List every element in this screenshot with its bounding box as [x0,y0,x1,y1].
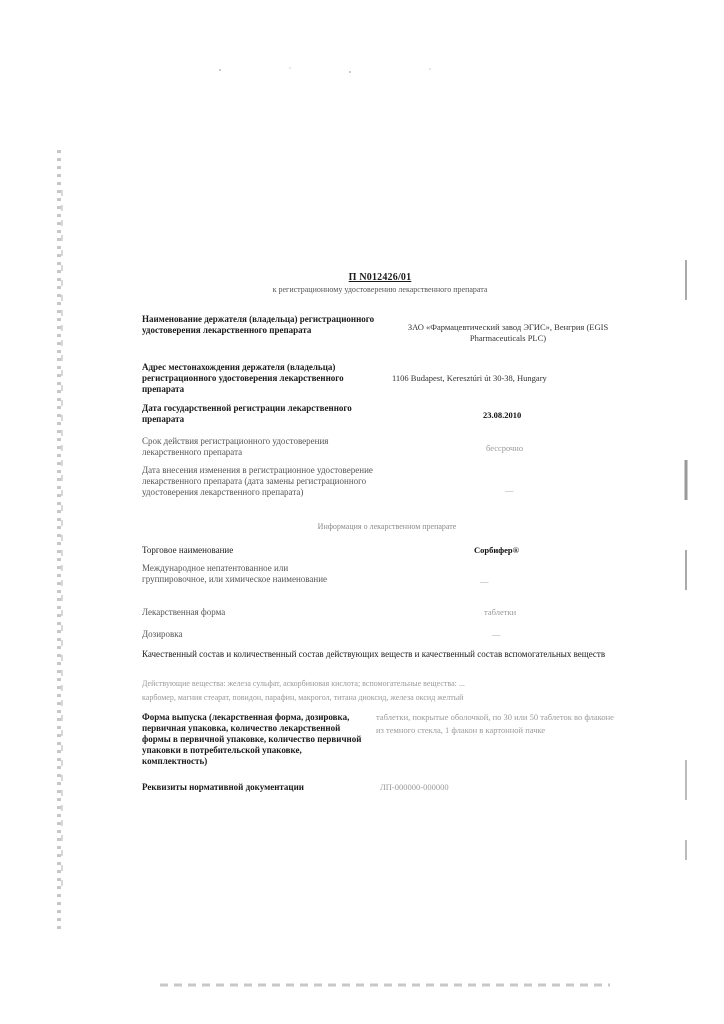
field-trade-name [142,545,382,556]
field-label: Лекарственная форма [142,607,226,617]
field-label: Реквизиты нормативной документации [142,782,304,792]
field-label: Дата внесения изменения в регистрационное удостоверение лекарственного препарата (дата замены регистрационного удостоверения лекарственного препарата) [142,465,373,497]
field-label: Срок действия регистрационного удостоверения лекарственного препарата [142,436,329,457]
scan-dots-bottom [150,975,620,995]
field-label: Дата государственной регистрации лекарственного препарата [142,403,352,424]
field-label: Дозировка [142,629,183,639]
field-value: — [492,629,501,639]
field-value: ЗАО «Фармацевтический завод ЭГИС», Венгрия (EGIS Pharmaceuticals PLC) [407,322,609,343]
field-change-date [142,465,382,498]
field-value: из темного стекла, 1 флакон в картонной пачке [376,725,546,735]
field-holder-name [142,314,382,336]
field-dosage-form [142,607,382,618]
field-value: 23.08.2010 [483,410,522,420]
field-value: Сорбифер® [474,545,519,555]
document-header [130,272,630,294]
scan-noise-top [200,60,500,80]
field-value: ЛП-000000-000000 [380,782,449,792]
field-label: Форма выпуска (лекарственная форма, дозировка, первичная упаковка, количество лекарственной формы в первичной упаковке, количество первичной упаковки в потребительской упаковке, комплектность) [142,712,362,766]
scan-edge-right [678,200,702,920]
field-value: таблетки [484,607,517,617]
field-normative-docs [142,782,372,793]
field-value: таблетки, покрытые оболочкой, по 30 или 50 таблеток во флаконе [376,712,614,722]
field-label: Адрес местонахождения держателя (владельца) регистрационного удостоверения лекарственного препарата [142,362,344,394]
field-label: Международное непатентованное или группировочное, или химическое наименование [142,563,328,584]
field-dosage [142,629,382,640]
composition-text: карбомер, магния стеарат, повидон, парафин, макрогол, титана диоксид, железа оксид желтый [142,693,464,702]
field-value: — [480,576,489,586]
field-holder-address [142,362,382,395]
section-title: Информация о лекарственном препарате [317,522,457,531]
registration-number: П N012426/01 [348,272,412,283]
field-value: 1106 Budapest, Keresztúri út 30-38, Hungary [392,373,547,383]
field-registration-date [142,403,382,425]
field-value: бессрочно [486,443,524,453]
field-inn [142,563,342,585]
field-validity [142,436,382,458]
field-label: Торговое наименование [142,545,234,555]
field-label: Наименование держателя (владельца) регистрационного удостоверения лекарственного препарата [142,314,375,335]
document-subtitle: к регистрационному удостоверению лекарственного препарата [272,285,488,294]
field-release-form [142,712,367,767]
scan-edge-right-texture [678,200,702,920]
composition-label: Качественный состав и количественный состав действующих веществ и качественный состав вспомогательных веществ [142,649,606,659]
scan-edge-left-texture [48,150,70,930]
scan-dots-top [200,60,500,80]
scan-edge-left [48,150,70,930]
scan-noise-bottom [150,975,620,995]
composition-text: Действующие вещества: железа сульфат, аскорбиновая кислота; вспомогательные вещества: ... [142,679,465,688]
field-value: — [505,485,514,495]
